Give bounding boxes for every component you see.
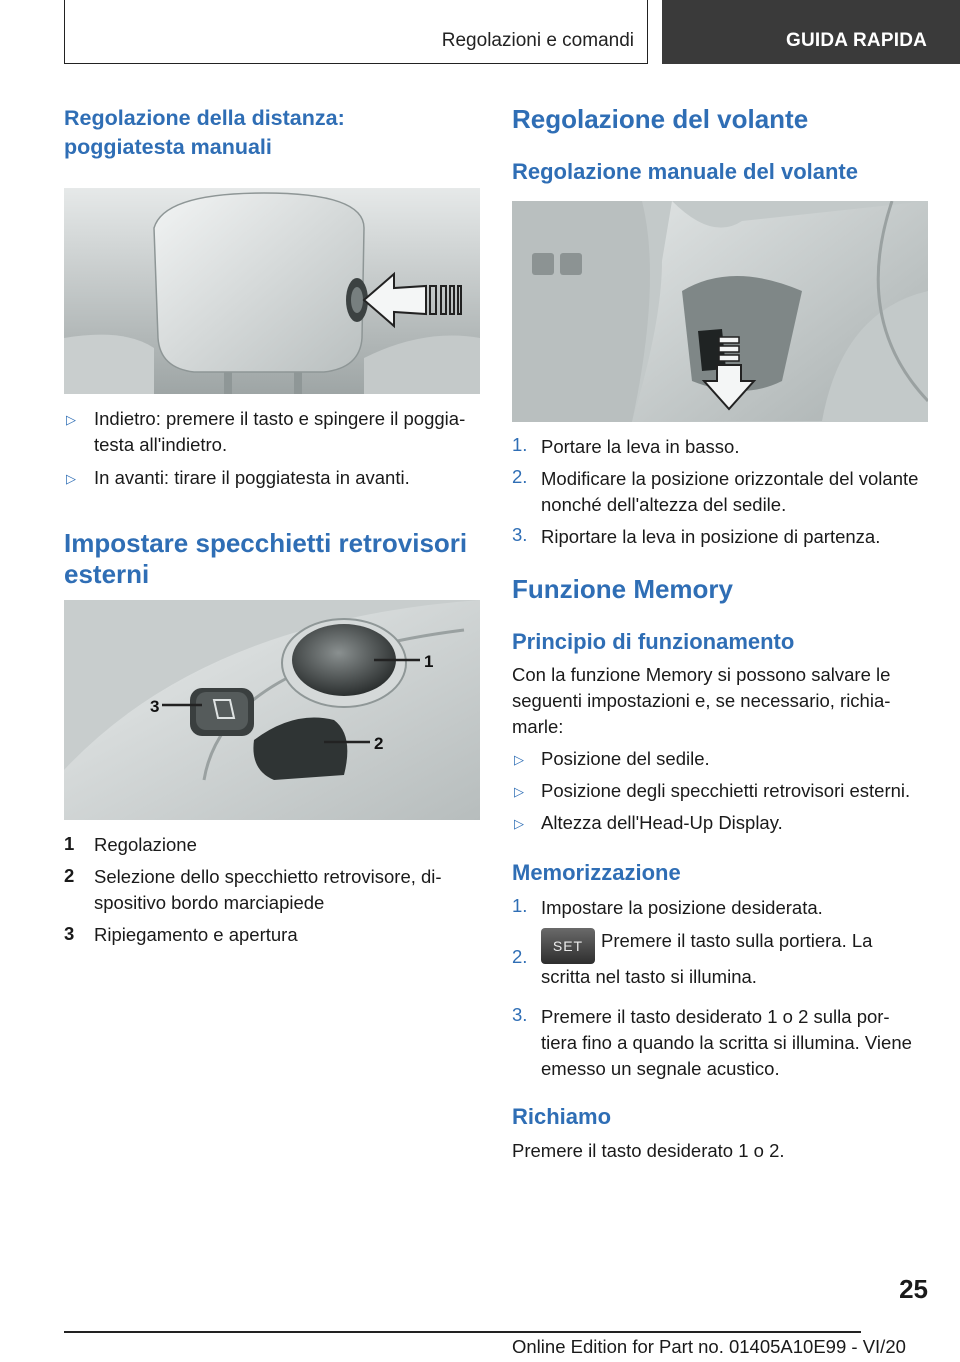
steering-subtitle: Regolazione manuale del volante — [512, 159, 858, 184]
header-section-title: Regolazioni e comandi — [441, 30, 634, 51]
steering-step-1: Portare la leva in basso. — [541, 436, 740, 457]
headrest-bullet-1: Indietro: premere il tasto e spingere il poggia- testa all'indietro. — [94, 408, 466, 455]
footer-edition: Online Edition for Part no. 01405A10E99 - VI/20 — [512, 1336, 906, 1357]
steering-illustration — [512, 201, 928, 422]
mirror-controls-illustration — [64, 600, 480, 820]
item-number: 2 — [64, 865, 75, 886]
step-number: 3. — [512, 524, 528, 545]
mirror-controls-figure — [64, 600, 480, 820]
memory-bullet-3: Altezza dell'Head-Up Display. — [541, 812, 783, 833]
mirror-item-2: Selezione dello specchietto retrovisore, di- spositivo bordo marciapiede — [94, 866, 442, 913]
memory-principle-title: Principio di funzionamento — [512, 629, 795, 654]
headrest-illustration — [64, 188, 480, 394]
headrest-bullet-2: In avanti: tirare il poggiatesta in avanti. — [94, 467, 410, 488]
headrest-title: Regolazione della distanza: poggiatesta manuali — [64, 106, 345, 159]
bullet-icon: ▷ — [514, 816, 524, 831]
steering-step-2: Modificare la posizione orizzontale del volante nonché dell'altezza del sedile. — [541, 468, 919, 515]
step-number: 3. — [512, 1004, 528, 1025]
header-tab-label: GUIDA RAPIDA — [786, 30, 928, 51]
callout-1: 1 — [424, 652, 434, 671]
memory-principle-text: Con la funzione Memory si possono salvare le seguenti impostazioni e, se necessario, richia- marle: — [512, 664, 891, 737]
memory-bullet-1: Posizione del sedile. — [541, 748, 710, 769]
mirror-item-3: Ripiegamento e apertura — [94, 924, 298, 945]
bullet-icon: ▷ — [514, 752, 524, 767]
bullet-icon: ▷ — [514, 784, 524, 799]
mirror-item-1: Regolazione — [94, 834, 197, 855]
step-number: 2. — [512, 946, 528, 967]
bullet-icon: ▷ — [66, 412, 76, 427]
recall-text: Premere il tasto desiderato 1 o 2. — [512, 1140, 785, 1161]
footer-divider — [64, 1331, 861, 1333]
item-number: 3 — [64, 923, 75, 944]
mirrors-title: Impostare specchietti retrovisori esterni — [64, 528, 468, 589]
callout-3: 3 — [150, 697, 160, 716]
store-step-1: Impostare la posizione desiderata. — [541, 897, 823, 918]
steering-step-3: Riportare la leva in posizione di partenza. — [541, 526, 881, 547]
store-step-3: Premere il tasto desiderato 1 o 2 sulla por- tiera fino a quando la scritta si illumina. Viene emesso un segnale acustico. — [541, 1006, 912, 1079]
store-step-2: SET Premere il tasto sulla portiera. La scritta nel tasto si illumina. — [541, 930, 873, 987]
page-number: 25 — [899, 1274, 928, 1304]
step-number: 1. — [512, 895, 528, 916]
recall-title: Richiamo — [512, 1104, 612, 1129]
memory-store-title: Memorizzazione — [512, 860, 681, 885]
item-number: 1 — [64, 833, 75, 854]
bullet-icon: ▷ — [66, 471, 76, 486]
step-number: 1. — [512, 434, 528, 455]
steering-title: Regolazione del volante — [512, 104, 809, 134]
step-number: 2. — [512, 466, 528, 487]
callout-2: 2 — [374, 734, 384, 753]
header-tab[interactable] — [662, 0, 960, 64]
set-button-icon: SET — [541, 928, 595, 964]
memory-title: Funzione Memory — [512, 574, 734, 604]
memory-bullet-2: Posizione degli specchietti retrovisori esterni. — [541, 780, 911, 801]
steering-figure — [512, 201, 928, 422]
headrest-figure — [64, 188, 480, 394]
